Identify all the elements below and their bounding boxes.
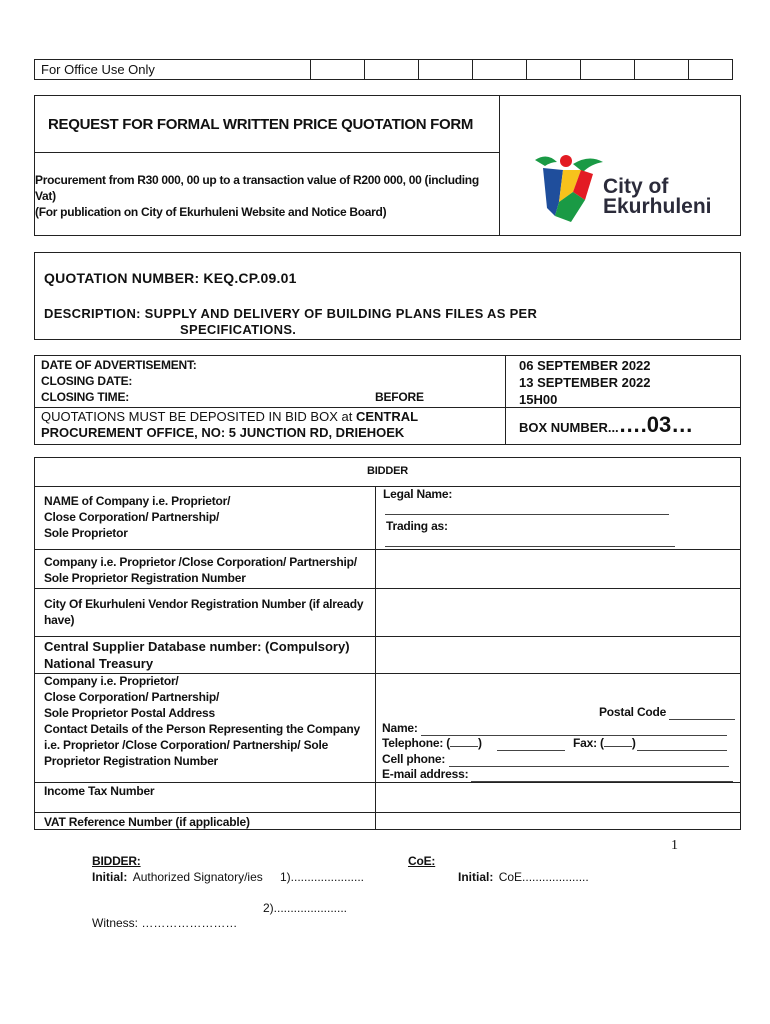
- office-use-cell: [364, 60, 418, 79]
- signature-1-text: 1)......................: [280, 870, 365, 884]
- contact-name-label: Name:: [382, 721, 418, 735]
- signature-1[interactable]: [280, 870, 364, 884]
- trading-as-label: Trading as:: [386, 519, 448, 533]
- header-left: [35, 96, 500, 235]
- label-line: Central Supplier Database number: (Compulsory): [44, 639, 350, 654]
- trading-as-field[interactable]: [385, 546, 675, 547]
- office-use-cell: [472, 60, 526, 79]
- deposit-instruction: [41, 409, 418, 441]
- footer-initial-coe: [458, 870, 589, 884]
- fax-label: [573, 736, 636, 750]
- logo-text-1: City of: [603, 175, 669, 198]
- legal-name-label: Legal Name:: [383, 487, 453, 501]
- city-logo: [533, 150, 733, 230]
- office-use-cell: [688, 60, 732, 79]
- label-line: NAME of Company i.e. Proprietor/: [44, 494, 231, 508]
- telephone-close: ): [478, 736, 482, 750]
- quotation-description-cont: SPECIFICATIONS.: [180, 322, 297, 337]
- postal-address-label: [44, 673, 360, 769]
- email-label: E-mail address:: [382, 767, 469, 781]
- subtitle-line: Procurement from R30 000, 00 up to a transaction value of R200 000, 00 (including: [35, 173, 479, 187]
- telephone-label: [382, 736, 482, 750]
- vendor-number-label: [44, 596, 363, 628]
- registration-label: [44, 554, 357, 586]
- fax-field[interactable]: [637, 750, 727, 751]
- page-number: 1: [671, 838, 678, 853]
- email-field[interactable]: [471, 781, 733, 782]
- office-use-label: For Office Use Only: [41, 62, 155, 77]
- label-line: have): [44, 613, 75, 627]
- label-line: Sole Proprietor Registration Number: [44, 571, 246, 585]
- signature-2[interactable]: [263, 901, 347, 915]
- label-line: National Treasury: [44, 656, 154, 671]
- telephone-code-field[interactable]: [450, 746, 478, 747]
- advertisement-label: DATE OF ADVERTISEMENT:: [41, 358, 197, 372]
- bidder-table: [34, 457, 741, 830]
- csd-number-label: [44, 638, 350, 672]
- city-logo-icon: [533, 150, 613, 230]
- coe-signature[interactable]: CoE....................: [498, 870, 589, 884]
- subtitle-line: (For publication on City of Ekurhuleni Website and Notice Board): [35, 205, 387, 219]
- closing-date-label: CLOSING DATE:: [41, 374, 133, 388]
- company-name-label: [44, 493, 230, 541]
- office-use-cell: [634, 60, 688, 79]
- quotation-description: DESCRIPTION: SUPPLY AND DELIVERY OF BUILDING PLANS FILES AS PER: [44, 306, 538, 321]
- postal-code-field[interactable]: [669, 719, 735, 720]
- authorized-signatory: Authorized Signatory/ies: [132, 870, 263, 884]
- cell-phone-label: Cell phone:: [382, 752, 446, 766]
- initial-coe-label: Initial:: [458, 870, 494, 884]
- signature-2-text: 2)......................: [263, 901, 348, 915]
- label-line: Company i.e. Proprietor/: [44, 674, 179, 688]
- form-title: REQUEST FOR FORMAL WRITTEN PRICE QUOTATION FORM: [35, 96, 499, 153]
- label-line: Proprietor Registration Number: [44, 754, 219, 768]
- quotation-box: [34, 252, 741, 340]
- witness: Witness: ……………………: [92, 916, 238, 930]
- telephone-field[interactable]: [497, 750, 565, 751]
- initial-label: Initial:: [92, 870, 128, 884]
- office-use-cell: [310, 60, 364, 79]
- quotation-number: QUOTATION NUMBER: KEQ.CP.09.01: [44, 270, 297, 286]
- form-header: [34, 95, 741, 236]
- box-number-label: BOX NUMBER...: [519, 420, 619, 435]
- label-line: Sole Proprietor: [44, 526, 128, 540]
- closing-time-label: CLOSING TIME:: [41, 390, 130, 404]
- subtitle-line: Vat): [35, 189, 56, 203]
- bidder-heading: BIDDER: [367, 465, 408, 477]
- deposit-text: QUOTATIONS MUST BE DEPOSITED IN BID BOX at: [41, 409, 353, 424]
- label-line: Sole Proprietor Postal Address: [44, 706, 215, 720]
- advertisement-date: 06 SEPTEMBER 2022: [519, 358, 651, 373]
- footer-bidder-label: BIDDER:: [92, 854, 141, 868]
- box-number-value: ….03…: [618, 412, 694, 437]
- label-line: Contact Details of the Person Representing the Company: [44, 722, 360, 736]
- closing-time: 15H00: [519, 392, 558, 407]
- office-use-row: [34, 59, 733, 80]
- deposit-address: PROCUREMENT OFFICE, NO: 5 JUNCTION RD, DRIEHOEK: [41, 425, 405, 440]
- office-use-cell: [418, 60, 472, 79]
- income-tax-label: Income Tax Number: [44, 784, 155, 798]
- label-line: Close Corporation/ Partnership/: [44, 510, 220, 524]
- logo-text-2: Ekurhuleni: [603, 195, 712, 218]
- vat-label: VAT Reference Number (if applicable): [44, 815, 250, 829]
- label-line: i.e. Proprietor /Close Corporation/ Partnership/ Sole: [44, 738, 329, 752]
- office-use-cell: [526, 60, 580, 79]
- label-line: Close Corporation/ Partnership/: [44, 690, 220, 704]
- box-number: [519, 412, 693, 438]
- fax-close: ): [631, 736, 636, 750]
- telephone-text: Telephone: (: [382, 736, 451, 750]
- form-subtitle: [35, 172, 499, 220]
- office-use-cell: [580, 60, 634, 79]
- deposit-text-bold: CENTRAL: [355, 409, 419, 424]
- label-line: Company i.e. Proprietor /Close Corporation/ Partnership/: [44, 555, 357, 569]
- footer-initial-bidder: [92, 870, 263, 884]
- legal-name-field[interactable]: [385, 514, 669, 515]
- label-line: City Of Ekurhuleni Vendor Registration Number (if already: [44, 597, 364, 611]
- footer-coe-label: CoE:: [408, 854, 436, 868]
- postal-code-label: Postal Code: [599, 705, 667, 719]
- closing-date: 13 SEPTEMBER 2022: [519, 375, 651, 390]
- before-label: BEFORE: [375, 390, 424, 404]
- fax-text: Fax: (: [573, 736, 604, 750]
- cell-phone-field[interactable]: [449, 766, 729, 767]
- dates-table: [34, 355, 741, 445]
- fax-code-field[interactable]: [604, 746, 632, 747]
